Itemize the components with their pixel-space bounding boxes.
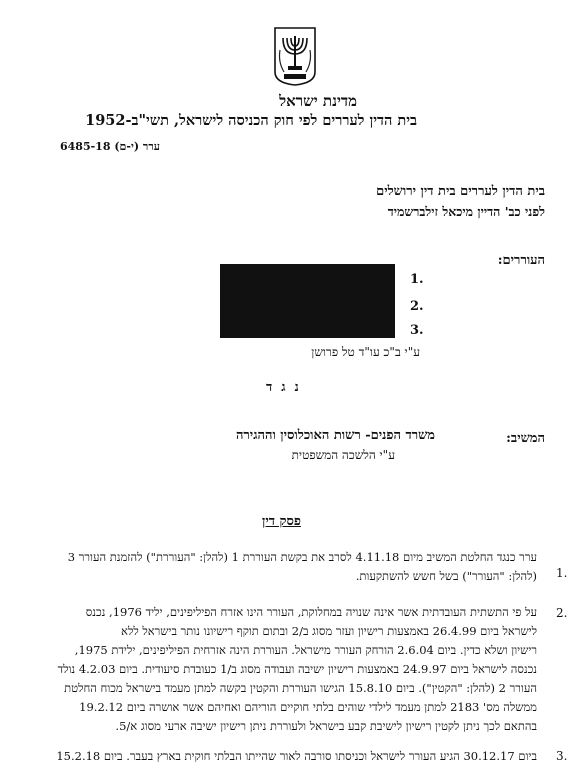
paragraph bbox=[32, 548, 537, 586]
case-number-line bbox=[60, 140, 160, 153]
paragraph bbox=[32, 603, 537, 736]
redaction-block bbox=[220, 264, 395, 338]
respondent-name: משרד הפנים- רשות האוכלוסין וההגירה bbox=[235, 428, 435, 443]
appellant-number: 3. bbox=[410, 323, 424, 338]
judge-line: לפני כב' הדיין מיכאל זילברשמיד bbox=[387, 204, 545, 219]
paragraph-line: בהתאם לכך ניתן לקטין רישיון לישיבת קבע בישראל ולעוררת ניתן רישיון ישיבה ארעי מסוג א/5. bbox=[115, 719, 537, 733]
tribunal-title: בית הדין לעררים לפי חוק הכניסה לישראל, תשי"ב-1952 bbox=[85, 112, 417, 129]
ruling-title: פסק דין bbox=[262, 514, 301, 529]
appellant-number: 2. bbox=[410, 299, 424, 314]
paragraph-number: 3. bbox=[556, 749, 568, 763]
paragraph-line: לישראל ביום 26.4.99 באמצעות רישיון ועזר מסוג ב/2 ובתום תוקף רישיונו נותר בישראל ללא bbox=[121, 624, 537, 638]
paragraph-line: ערר כנגד החלטת המשיב מיום 4.11.18 לסרב את בקשת העוררת 1 (להלן: "העוררת") להזמנת העורר 3 bbox=[67, 550, 537, 564]
paragraph-line: ממשלה מס' 2183 למתן מעמד לילדי שוהים בלתי חוקיים הוריהם ואחיהם אשר אושרה ביום 19.2.12 bbox=[79, 700, 537, 714]
paragraph-line: רישיון ושלא כדין. ביום 2.6.04 הורחק העורר מישראל. העוררת הינה אזרחית הפיליפינים, ילידת 1975, bbox=[74, 643, 537, 657]
paragraph-number: 2. bbox=[556, 606, 568, 620]
respondent-label: המשיב: bbox=[506, 431, 545, 446]
appellants-label: העוררים: bbox=[497, 253, 545, 268]
versus-label: נגד bbox=[266, 380, 308, 395]
state-name: מדינת ישראל bbox=[279, 92, 357, 110]
paragraph-line: נכנסה לישראל ביום 24.9.97 באמצעות רישיון ישיבה ועבודה מסוג ב/1 כעובדת סיעודית. ביום 4.2.03 נולד bbox=[57, 662, 537, 676]
case-label: ערר bbox=[142, 140, 160, 153]
appellant-number: 1. bbox=[410, 272, 424, 287]
case-number: 6485-18 (י-ם) bbox=[60, 140, 140, 153]
state-emblem-icon bbox=[272, 26, 318, 86]
paragraph-line: העורר 2 (להלן: "הקטין"). ביום 15.8.10 הגישו העוררת והקטין בקשה למתן מעמד בישראל מכוח החלטת bbox=[64, 681, 537, 695]
paragraph-number: 1. bbox=[556, 566, 568, 580]
appellants-representation: ע"י ב"כ עו"ד טל פרושן bbox=[311, 345, 420, 359]
paragraph-line: ביום 30.12.17 הגיע העורר לישראל וכניסתו סורבה לאור שהייתו הבלתי חוקית בארץ בעבר. ביום 15.2.18 bbox=[56, 749, 537, 763]
court-name: בית הדין לעררים בית דין ירושלים bbox=[376, 184, 545, 199]
paragraph-line: (להלן: "העורר") בשל חשש להשתקעות. bbox=[355, 569, 537, 583]
paragraph-line: על פי התשתית העובדתית אשר אינה שנויה במחלוקת, העורר הינו אזרח הפיליפינים, יליד 1976, נכנס bbox=[85, 605, 537, 619]
respondent-representation: ע"י הלשכה המשפטית bbox=[291, 448, 395, 462]
paragraph bbox=[32, 747, 537, 766]
